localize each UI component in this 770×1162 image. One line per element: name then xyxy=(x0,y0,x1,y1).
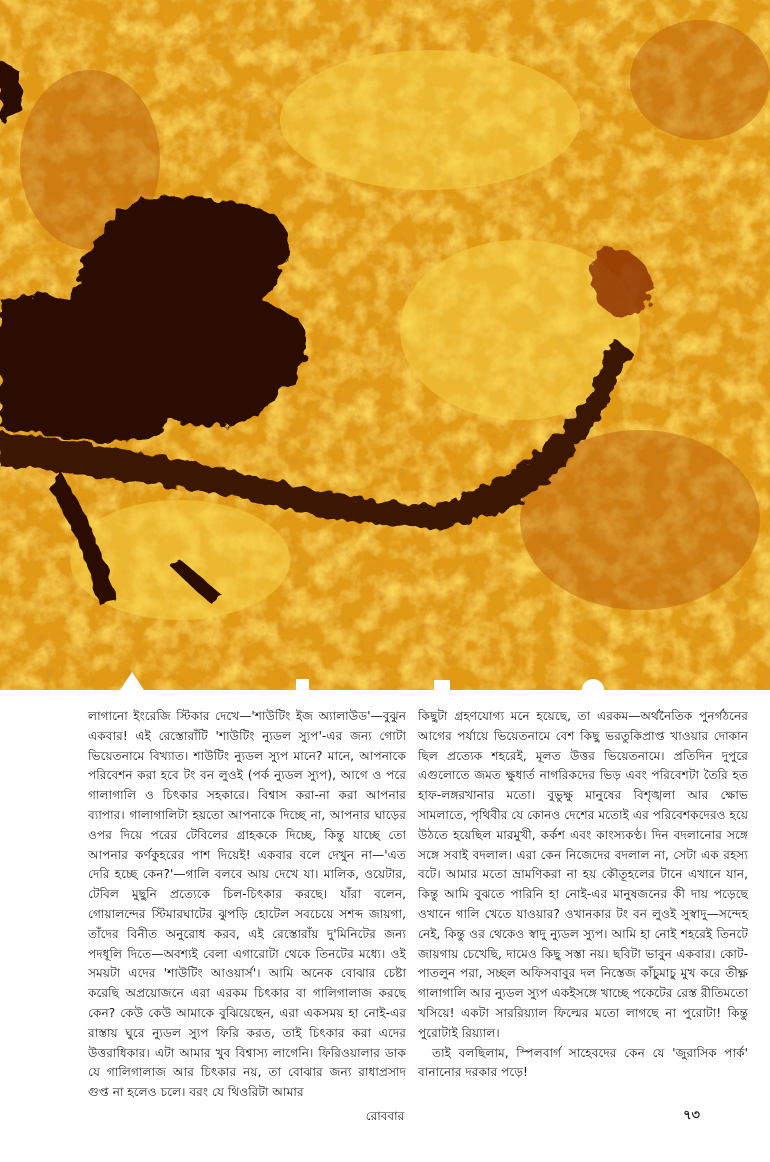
paragraph: তাই বলছিলাম, স্পিলবার্গ সাহেবদের কেন যে 'জুরাসিক পার্ক' বানানোর দরকার পড়ে! xyxy=(418,1045,748,1080)
text-column-right xyxy=(418,707,748,1083)
text-column-left xyxy=(88,707,406,1103)
publication-name: রোববার xyxy=(365,1109,405,1123)
paragraph: লাগানো ইংরেজি স্টিকার দেখে—'শাউটিং ইজ অ্যালাউড'—বুঝুন একবার! এই রেস্তোরাঁটি 'শাউটিং ন্যুডল স্যুপ'-এর জন্য গোটা ভিয়েতনামে বিখ্যাত। শাউটিং ন্যুডল স্যুপ মানে? মানে, আপনাকে পরিবেশন করা হবে টং বন লুওই (পর্ক ন্যুডল স্যুপ), আগে ও পরে গালাগালি ও চিৎকার সহকারে। বিশ্বাস করা-না করা আপনার ব্যাপার। গালাগালিটা হয়তো আপনাকে দিচ্ছে না, আপনার ঘাড়ের ওপর দিয়ে পরের টেবিলের গ্রাহককে দিচ্ছে, কিন্তু যাচ্ছে তো আপনার কর্ণকুহরের পাশ দিয়েই! একবার বলে দেখুন না—'এত দেরি হচ্ছে কেন?'—গালি বলবে আয় দেখে যা। মালিক, ওয়েটার, টেবিল মুছুনি প্রত্যেকে চিল-চিৎকার করছে। যাঁরা বলেন, গোয়ালন্দের স্টিমারঘাটের ঝুপড়ি হোটেল সবচেয়ে সশব্দ জায়গা, তাঁদের বিনীত অনুরোধ করব, এই রেস্তোরাঁয় দু'মিনিটের জন্য পদধূলি দিতে—অবশ্যই বেলা এগারোটা থেকে তিনটের মধ্যে। ওই সময়টা এদের 'শাউটিং আওয়ার্স'। আমি অনেক বোঝার চেষ্টা করেছি অপ্রয়োজনে এরা এরকম চিৎকার বা গালিগালাজ করছে কেন? কেউ কেউ আমাকে বুঝিয়েছেন, এরা একসময় হা নোই-এর রাস্তায় ঘুরে ন্যুডল স্যুপ ফিরি করত, তাই চিৎকার করা এদের উত্তরাধিকার। এটা আমার খুব বিশ্বাস্য লাগেনি। ফিরিওয়ালার ডাক যে গালিগালাজ আর চিৎকার নয়, তা বোঝার জন্য রাধাপ্রসাদ গুপ্ত না হলেও চলে। বরং যে থিওরিটা আমার xyxy=(88,709,406,1100)
paragraph: কিছুটা গ্রহণযোগ্য মনে হয়েছে, তা এরকম—অর্থনৈতিক পুনর্গঠনের আগের পর্যায়ে ভিয়েতনামে বেশ কিছু ভরতুকিপ্রাপ্ত খাওয়ার দোকান ছিল প্রত্যেক শহরেই, মূলত উত্তর ভিয়েতনামে। প্রতিদিন দুপুরে এগুলোতে জমত ক্ষুধার্ত নাগরিকদের ভিড় এবং পরিবেশটা তৈরি হত হাফ-লঙ্গরখানার মতো। বুভুক্ষু মানুষের বিশৃঙ্খলা আর ক্ষোভ সামলাতে, পৃথিবীর যে কোনও দেশের মতোই এর পরিবেশকদেরও হয়ে উঠতে হয়েছিল মারমুখী, কর্কশ এবং কাংস্যকণ্ঠ। দিন বদলানোর সঙ্গে সঙ্গে সবাই বদলাল। এরা কেন নিজেদের বদলাল না, সেটা এক রহস্য বটে। আমার মতো ভ্রামণিকরা না হয় কৌতূহলের টানে এখানে যান, কিন্তু আমি বুঝতে পারিনি হা নোই-এর মানুষজনের কী দায় পড়েছে ওখানে গালি খেতে যাওয়ার? ওখানকার টং বন লুওই সুস্বাদু—সন্দেহ নেই, কিন্তু ওর থেকেও স্বাদু ন্যুডল স্যুপ। আমি হা নোই শহরেই তিনটে জায়গায় চেখেছি, দামেও কিছু সস্তা নয়। ছবিটা ভাবুন একবার। কোট-পাতলুন পরা, সচ্ছল অফিসবাবুর দল নিস্তেজ কাঁচুমাচু মুখ করে তীক্ষ্ণ গালাগালি আর ন্যুডল স্যুপ একইসঙ্গে খাচ্ছে পকেটের রেস্ত রীতিমতো খসিয়ে! একটা সাররিয়্যাল ফিল্মের মতো লাগছে না পুরোটা! কিন্তু পুরোটাই রিয়্যাল। xyxy=(418,709,748,1040)
page-number: ৭৩ xyxy=(683,1108,700,1123)
